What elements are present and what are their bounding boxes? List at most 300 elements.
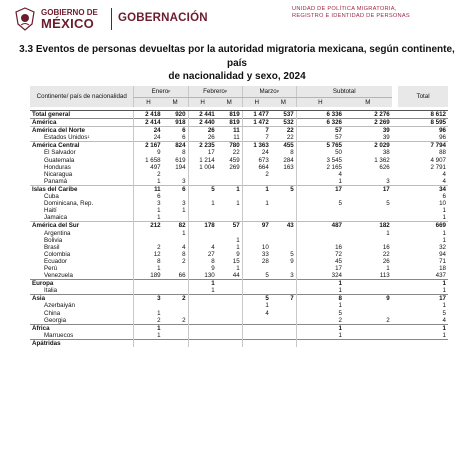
value-cell: 3 — [182, 200, 186, 208]
value-cell — [271, 200, 296, 207]
unidad-line: UNIDAD DE POLÍTICA MIGRATORIA, — [292, 6, 397, 12]
table-row — [30, 244, 448, 251]
row-label: Argentina — [44, 229, 71, 237]
value-cell: 664 — [242, 164, 271, 171]
column-header-m: M — [163, 98, 188, 108]
table-body — [30, 111, 448, 348]
value-cell: 9 — [134, 149, 163, 156]
table-row — [30, 157, 448, 164]
value-cell — [344, 280, 392, 288]
value-cell — [344, 171, 392, 178]
value-cell: 24 — [134, 134, 163, 142]
value-cell — [271, 237, 296, 244]
value-cell — [188, 230, 217, 237]
title-line: de nacionalidad y sexo, 2024 — [168, 71, 306, 82]
value-cell: 5 — [242, 272, 271, 280]
total-cell: 1 — [442, 229, 446, 237]
value-cell: 1 — [134, 310, 163, 317]
value-cell: 189 — [134, 272, 163, 280]
value-cell: 4 — [242, 310, 271, 317]
row-label: América del Sur — [30, 222, 134, 230]
value-cell: 15 — [232, 257, 240, 265]
table-row — [30, 134, 448, 142]
value-cell: 26 — [382, 257, 390, 265]
row-label: China — [44, 309, 61, 317]
value-cell: 26 — [188, 134, 217, 142]
value-cell: 1 362 — [374, 156, 390, 164]
value-cell: 2 441 — [188, 111, 217, 119]
value-cell: 39 — [344, 127, 392, 135]
value-cell: 8 — [182, 149, 186, 157]
row-label: Bolivia — [44, 236, 63, 244]
value-cell — [344, 214, 392, 222]
value-cell: 16 — [382, 243, 390, 251]
value-cell — [242, 193, 271, 200]
total-cell: 96 — [439, 134, 446, 142]
row-label: Apátridas — [30, 339, 134, 347]
value-cell: 17 — [296, 265, 344, 272]
value-cell — [344, 302, 392, 309]
value-cell: 1 — [134, 178, 163, 186]
table-row — [30, 265, 448, 272]
secretaria-name: GOBERNACIÓN — [118, 12, 208, 24]
value-cell: 4 — [188, 244, 217, 251]
value-cell: 17 — [296, 185, 344, 193]
value-cell: 1 — [217, 185, 242, 193]
unidad-line: REGISTRO E IDENTIDAD DE PERSONAS — [292, 13, 410, 20]
value-cell: 2 414 — [134, 119, 163, 127]
value-cell: 2 — [163, 295, 188, 303]
value-cell: 28 — [242, 258, 271, 265]
value-cell — [163, 339, 188, 347]
value-cell — [344, 310, 392, 317]
value-cell — [271, 302, 296, 309]
value-cell — [242, 178, 271, 186]
value-cell — [188, 295, 217, 303]
column-header-m: M — [217, 98, 242, 108]
total-cell — [398, 339, 448, 347]
table-row — [30, 142, 448, 150]
value-cell — [134, 237, 163, 244]
column-header-country: Continente/ país de nacionalidad — [30, 86, 134, 107]
value-cell: 1 — [182, 229, 186, 237]
value-cell — [344, 287, 392, 295]
value-cell — [134, 287, 163, 295]
value-cell — [344, 237, 392, 244]
value-cell — [188, 324, 217, 332]
value-cell: 178 — [188, 222, 217, 230]
value-cell: 819 — [217, 119, 242, 127]
value-cell — [163, 280, 188, 288]
table-row — [30, 178, 448, 186]
value-cell — [242, 207, 271, 214]
value-cell: 5 765 — [296, 142, 344, 150]
total-cell: 17 — [398, 295, 448, 303]
total-cell: 8 612 — [398, 111, 448, 119]
gob-line2: MÉXICO — [41, 16, 95, 31]
value-cell — [271, 214, 296, 222]
value-cell: 44 — [232, 272, 240, 280]
page-header — [0, 0, 474, 36]
table-row — [30, 317, 448, 325]
table-row — [30, 171, 448, 178]
value-cell: 2 — [296, 317, 344, 325]
table-row — [30, 272, 448, 280]
value-cell — [242, 339, 271, 347]
value-cell — [163, 237, 188, 244]
value-cell — [271, 244, 296, 251]
value-cell: 1 — [296, 332, 344, 340]
value-cell — [163, 193, 188, 200]
total-cell: 437 — [435, 272, 446, 280]
value-cell: 1 472 — [242, 119, 271, 127]
value-cell — [217, 310, 242, 317]
value-cell: 11 — [233, 134, 240, 142]
value-cell — [242, 287, 271, 295]
row-label: América — [30, 119, 134, 127]
total-cell: 1 — [398, 280, 448, 288]
total-cell: 7 794 — [398, 142, 448, 150]
value-cell — [271, 178, 296, 186]
value-cell — [217, 339, 242, 347]
value-cell — [296, 214, 344, 222]
row-label: Italia — [44, 287, 58, 295]
value-cell: 2 — [386, 316, 390, 324]
page-title — [10, 43, 464, 84]
value-cell — [188, 193, 217, 200]
column-header-h: H — [242, 98, 271, 108]
value-cell: 920 — [163, 111, 188, 119]
table-row — [30, 324, 448, 332]
row-label: Brasil — [44, 243, 60, 251]
column-header-m: M — [271, 98, 296, 108]
value-cell — [134, 230, 163, 237]
value-cell: 8 — [182, 250, 186, 258]
row-label: Estados Unidos$^1$ — [44, 134, 90, 142]
value-cell — [296, 237, 344, 244]
value-cell: 8 — [296, 295, 344, 303]
row-label: Jamaica — [44, 214, 68, 222]
value-cell — [163, 265, 188, 272]
value-cell: 39 — [382, 134, 390, 142]
value-cell: 5 — [290, 250, 294, 258]
value-cell: 7 — [242, 134, 271, 142]
value-cell: 7 — [242, 127, 271, 135]
value-cell: 6 — [163, 127, 188, 135]
table-row — [30, 230, 448, 237]
total-cell: 2 791 — [430, 163, 446, 171]
value-cell — [134, 339, 163, 347]
value-cell: 163 — [283, 163, 294, 171]
value-cell — [217, 193, 242, 200]
column-header-m: M — [344, 98, 392, 108]
value-cell: 1 — [188, 287, 217, 295]
value-cell: 38 — [382, 149, 390, 157]
value-cell — [217, 324, 242, 332]
value-cell: 2 — [182, 316, 186, 324]
value-cell: 45 — [296, 258, 344, 265]
value-cell: 1 004 — [188, 164, 217, 171]
table-row — [30, 200, 448, 207]
value-cell: 1 — [134, 265, 163, 272]
row-label: El Salvador — [44, 149, 76, 157]
value-cell: 11 — [217, 127, 242, 135]
value-cell — [271, 280, 296, 288]
row-label: Islas del Caribe — [30, 185, 134, 193]
value-cell — [134, 280, 163, 288]
total-cell: 4 — [442, 177, 446, 185]
value-cell: 2 — [134, 317, 163, 325]
table-row — [30, 287, 448, 295]
row-label: Haití — [44, 207, 57, 215]
value-cell: 8 — [134, 258, 163, 265]
value-cell: 24 — [134, 127, 163, 135]
value-cell: 1 — [296, 302, 344, 309]
value-cell — [271, 207, 296, 214]
row-label: Honduras — [44, 163, 71, 171]
value-cell: 3 — [290, 272, 294, 280]
value-cell — [296, 193, 344, 200]
value-cell: 1 — [236, 236, 240, 244]
value-cell: 5 — [296, 310, 344, 317]
value-cell: 1 658 — [134, 157, 163, 164]
value-cell — [271, 310, 296, 317]
value-cell: 17 — [188, 149, 217, 156]
value-cell — [242, 317, 271, 325]
value-cell — [344, 339, 392, 347]
row-label: Asia — [30, 295, 134, 303]
value-cell: 6 326 — [296, 119, 344, 127]
row-label: África — [30, 324, 134, 332]
value-cell — [217, 302, 242, 309]
value-cell — [188, 310, 217, 317]
total-cell: 1 — [442, 287, 446, 295]
value-cell — [344, 324, 392, 332]
table-row — [30, 339, 448, 347]
total-cell: 4 — [442, 316, 446, 324]
value-cell: 324 — [296, 272, 344, 280]
value-cell: 5 — [271, 185, 296, 193]
table-row — [30, 258, 448, 265]
value-cell: 819 — [217, 111, 242, 119]
value-cell: 113 — [379, 272, 390, 280]
value-cell: 27 — [188, 251, 217, 258]
total-cell: 18 — [439, 264, 446, 272]
value-cell: 2 167 — [134, 142, 163, 150]
row-label: Panamá — [44, 177, 68, 185]
value-cell: 9 — [188, 265, 217, 272]
total-cell: 1 — [442, 214, 446, 222]
value-cell — [163, 171, 188, 178]
value-cell: 1 — [296, 178, 344, 186]
value-cell: 1 — [242, 302, 271, 309]
value-cell: 497 — [134, 164, 163, 171]
value-cell: 5 — [386, 200, 390, 208]
value-cell: 487 — [296, 222, 344, 230]
value-cell: 1 — [386, 264, 390, 272]
value-cell: 5 — [296, 200, 344, 207]
value-cell: 1 363 — [242, 142, 271, 150]
value-cell — [296, 230, 344, 237]
table-row — [30, 310, 448, 317]
row-label: Total general — [30, 111, 134, 119]
column-header-h: H — [296, 98, 344, 108]
value-cell: 6 — [163, 185, 188, 193]
value-cell: 824 — [163, 142, 188, 150]
value-cell: 22 — [232, 149, 240, 157]
value-cell: 2 440 — [188, 119, 217, 127]
total-cell: 669 — [398, 222, 448, 230]
value-cell: 22 — [286, 134, 294, 142]
total-cell: 1 — [442, 236, 446, 244]
value-cell — [296, 207, 344, 214]
value-cell: 194 — [175, 163, 186, 171]
value-cell: 1 — [296, 287, 344, 295]
row-label: Cuba — [44, 193, 59, 201]
value-cell: 2 029 — [344, 142, 392, 150]
total-cell: 4 907 — [430, 156, 446, 164]
table-row — [30, 149, 448, 156]
value-cell — [242, 237, 271, 244]
value-cell: 1 — [134, 324, 163, 332]
value-cell — [163, 214, 188, 222]
value-cell: 1 — [242, 185, 271, 193]
value-cell: 10 — [242, 244, 271, 251]
value-cell: 9 — [344, 295, 392, 303]
value-cell: 57 — [217, 222, 242, 230]
table-row — [30, 214, 448, 222]
value-cell — [217, 230, 242, 237]
value-cell: 6 336 — [296, 111, 344, 119]
value-cell — [271, 265, 296, 272]
value-cell — [163, 302, 188, 309]
value-cell — [271, 339, 296, 347]
row-label: Colombia — [44, 250, 71, 258]
value-cell — [188, 207, 217, 214]
value-cell — [134, 302, 163, 309]
value-cell: 1 — [236, 200, 240, 208]
value-cell: 2 — [242, 171, 271, 178]
value-cell: 2 269 — [344, 119, 392, 127]
value-cell — [271, 287, 296, 295]
value-cell: 673 — [242, 157, 271, 164]
value-cell: 97 — [242, 222, 271, 230]
value-cell — [271, 171, 296, 178]
value-cell — [271, 332, 296, 340]
table-row — [30, 332, 448, 340]
value-cell — [188, 332, 217, 340]
unidad-name — [292, 6, 462, 21]
value-cell: 212 — [134, 222, 163, 230]
value-cell: 24 — [242, 149, 271, 156]
value-cell — [188, 171, 217, 178]
value-cell: 33 — [242, 251, 271, 258]
value-cell: 57 — [296, 127, 344, 135]
value-cell: 1 — [188, 200, 217, 207]
value-cell — [344, 332, 392, 340]
value-cell — [188, 178, 217, 186]
value-cell — [242, 280, 271, 288]
column-header-month: Marzo$^p$ — [242, 86, 296, 98]
value-cell: 182 — [344, 222, 392, 230]
value-cell — [217, 178, 242, 186]
table-row — [30, 207, 448, 214]
row-label: Europa — [30, 280, 134, 288]
value-cell: 8 — [188, 258, 217, 265]
value-cell: 1 — [134, 332, 163, 340]
table-row — [30, 237, 448, 244]
value-cell — [217, 207, 242, 214]
value-cell: 11 — [134, 185, 163, 193]
total-cell: 32 — [439, 243, 446, 251]
value-cell — [188, 214, 217, 222]
value-cell — [344, 207, 392, 214]
gob-line1: GOBIERNO DE — [41, 8, 98, 17]
value-cell: 284 — [283, 156, 294, 164]
column-header-subtotal: Subtotal — [296, 86, 391, 98]
government-emblem-icon — [14, 7, 36, 31]
header-divider — [111, 8, 112, 30]
table-row — [30, 111, 448, 119]
value-cell: 5 — [242, 295, 271, 303]
total-cell: 96 — [398, 127, 448, 135]
table-row — [30, 185, 448, 193]
value-cell: 1 — [296, 324, 344, 332]
value-cell: 269 — [229, 163, 240, 171]
value-cell: 1 214 — [188, 157, 217, 164]
value-cell — [163, 310, 188, 317]
value-cell: 16 — [296, 244, 344, 251]
row-label: Venezuela — [44, 272, 73, 280]
total-cell: 5 — [442, 309, 446, 317]
value-cell: 2 418 — [134, 111, 163, 119]
row-label: Georgia — [44, 316, 67, 324]
value-cell: 5 — [188, 185, 217, 193]
value-cell: 3 — [134, 200, 163, 207]
total-cell: 10 — [439, 200, 446, 208]
total-cell: 1 — [442, 331, 446, 339]
value-cell: 2 — [134, 244, 163, 251]
value-cell — [188, 317, 217, 325]
value-cell: 455 — [271, 142, 296, 150]
value-cell: 2 — [134, 171, 163, 178]
value-cell: 7 — [271, 295, 296, 303]
value-cell: 3 — [134, 295, 163, 303]
table-row — [30, 127, 448, 135]
value-cell: 6 — [182, 134, 186, 142]
value-cell — [163, 332, 188, 340]
value-cell: 1 — [188, 280, 217, 288]
value-cell — [217, 295, 242, 303]
table-row — [30, 164, 448, 171]
total-cell: 1 — [442, 302, 446, 310]
value-cell — [188, 302, 217, 309]
value-cell — [188, 339, 217, 347]
value-cell — [242, 324, 271, 332]
value-cell: 1 — [182, 207, 186, 215]
table-row — [30, 193, 448, 200]
value-cell: 619 — [175, 156, 186, 164]
table-row — [30, 222, 448, 230]
value-cell — [271, 324, 296, 332]
value-cell: 50 — [296, 149, 344, 156]
value-cell — [242, 214, 271, 222]
value-cell: 66 — [178, 272, 186, 280]
total-cell: 88 — [439, 149, 446, 157]
column-header-h: H — [188, 98, 217, 108]
row-label: América del Norte — [30, 127, 134, 135]
value-cell: 3 — [182, 177, 186, 185]
